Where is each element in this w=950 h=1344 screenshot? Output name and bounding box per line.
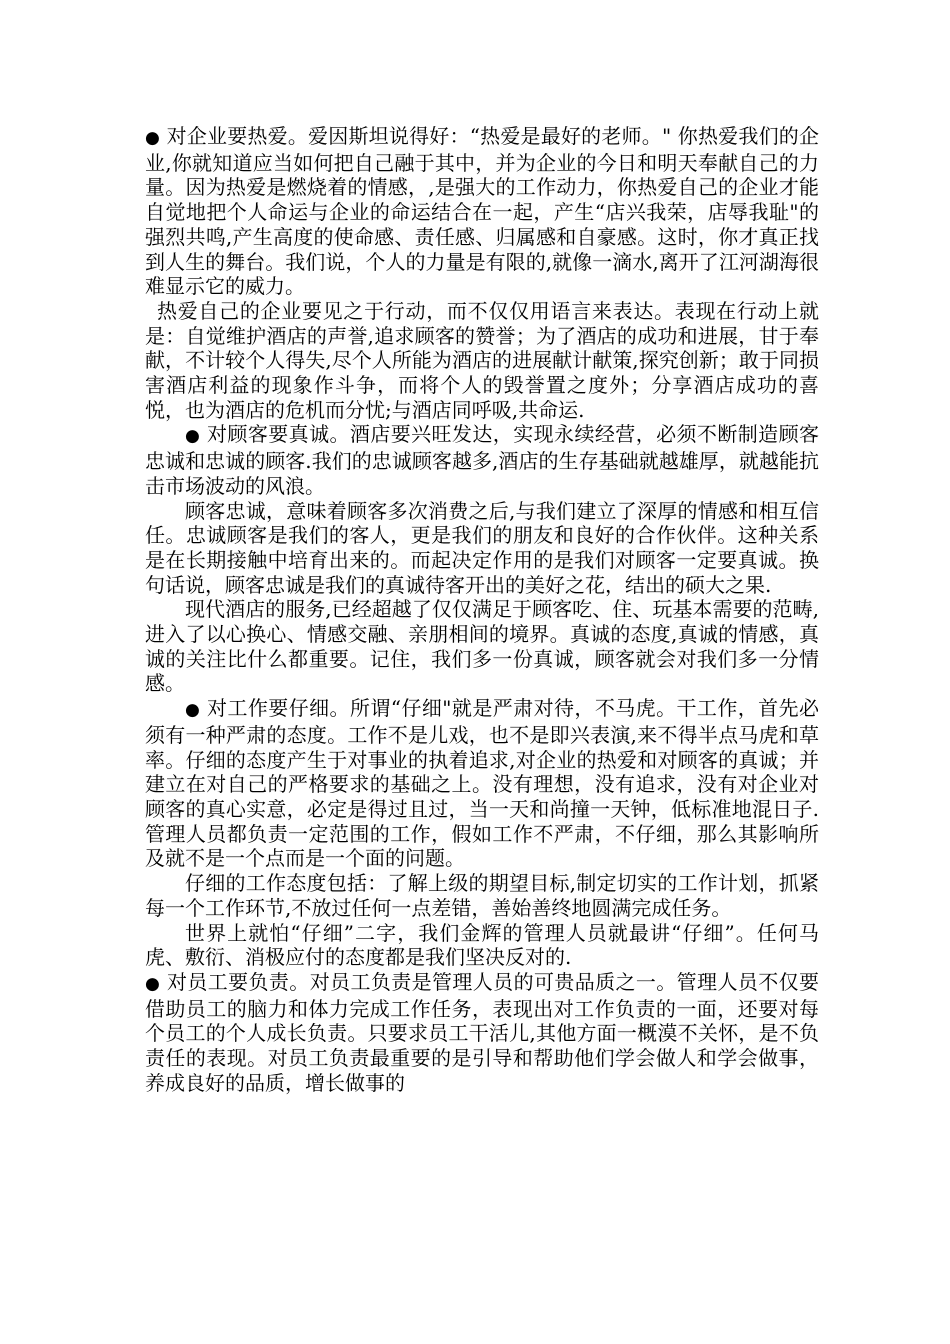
paragraph-responsible-staff	[145, 970, 819, 1096]
paragraph-love-enterprise	[145, 124, 819, 299]
document-body	[145, 124, 819, 1095]
paragraph-love-action	[145, 299, 819, 423]
paragraph-text: 热爱自己的企业要见之于行动，而不仅仅用语言来表达。表现在行动上就是：自觉维护酒店的声誉,追求顾客的赞誉；为了酒店的成功和进展，甘于奉献，不计较个人得失,尽个人所能为酒店的进展献计献策,探究创新；敢于同损害酒店利益的现象作斗争，而将个人的毁誉置之度外；分享酒店成功的喜悦，也为酒店的危机而分忧;与酒店同呼吸,共命运.	[145, 298, 819, 422]
bullet-icon: ●	[145, 128, 161, 148]
paragraph-careful-attitude	[145, 871, 819, 920]
paragraph-text: 对员工要负责。对员工负责是管理人员的可贵品质之一。管理人员不仅要借助员工的脑力和体力完成工作任务，表现出对工作负责的一面，还要对每个员工的个人成长负责。只要求员工干活儿,其他方面一概漠不关怀，是不负责任的表现。对员工负责最重要的是引导和帮助他们学会做人和学会做事，养成良好的品质，增长做事的	[145, 969, 820, 1095]
paragraph-text: 对工作要仔细。所谓“仔细"就是严肃对待，不马虎。干工作，首先必须有一种严肃的态度。工作不是儿戏，也不是即兴表演,来不得半点马虎和草率。仔细的态度产生于对事业的执着追求,对企业的热爱和对顾客的真诚；并建立在对自己的严格要求的基础之上。没有理想，没有追求，没有对企业对顾客的真心实意，必定是得过且过，当一天和尚撞一天钟，低标准地混日子.管理人员都负责一定范围的工作，假如工作不严肃，不仔细，那么其影响所及就不是一个点而是一个面的问题。	[145, 696, 820, 871]
paragraph-modern-service	[145, 597, 819, 696]
bullet-icon: ●	[185, 700, 201, 721]
paragraph-customer-loyalty	[145, 499, 819, 598]
paragraph-text: 对企业要热爱。爱因斯坦说得好：“热爱是最好的老师。" 你热爱我们的企业,你就知道应当如何把自己融于其中，并为企业的今日和明天奉献自己的力量。因为热爱是燃烧着的情感，,是强大的工作动力，你热爱自己的企业才能自觉地把个人命运与企业的命运结合在一起，产生“店兴我荣，店辱我耻"的强烈共鸣,产生高度的使命感、责任感、归属感和自豪感。这时，你才真正找到人生的舞台。我们说，个人的力量是有限的,就像一滴水,离开了江河湖海很难显示它的威力。	[145, 124, 819, 299]
bullet-icon: ●	[145, 973, 161, 994]
paragraph-text: 仔细的工作态度包括：了解上级的期望目标,制定切实的工作计划，抓紧每一个工作环节,不放过任何一点差错，善始善终地圆满完成任务。	[145, 871, 819, 920]
paragraph-careful-work	[145, 696, 819, 871]
bullet-icon: ●	[185, 426, 201, 447]
paragraph-text: 顾客忠诚，意味着顾客多次消费之后,与我们建立了深厚的情感和相互信任。忠诚顾客是我们的客人，更是我们的朋友和良好的合作伙伴。这种关系是在长期接触中培育出来的。而起决定作用的是我们对顾客一定要真诚。换句话说，顾客忠诚是我们的真诚待客开出的美好之花，结出的硕大之果.	[145, 498, 819, 597]
paragraph-careful-motto	[145, 921, 819, 970]
paragraph-sincere-customer	[145, 422, 819, 498]
paragraph-text: 对顾客要真诚。酒店要兴旺发达，实现永续经营，必须不断制造顾客忠诚和忠诚的顾客.我们的忠诚顾客越多,酒店的生存基础就越雄厚，就越能抗击市场波动的风浪。	[145, 422, 819, 498]
paragraph-text: 现代酒店的服务,已经超越了仅仅满足于顾客吃、住、玩基本需要的范畴,进入了以心换心、情感交融、亲朋相间的境界。真诚的态度,真诚的情感，真诚的关注比什么都重要。记住，我们多一份真诚，顾客就会对我们多一分情感。	[145, 597, 819, 696]
paragraph-text: 世界上就怕“仔细”二字，我们金辉的管理人员就最讲“仔细”。任何马虎、敷衍、消极应付的态度都是我们坚决反对的.	[145, 920, 819, 970]
